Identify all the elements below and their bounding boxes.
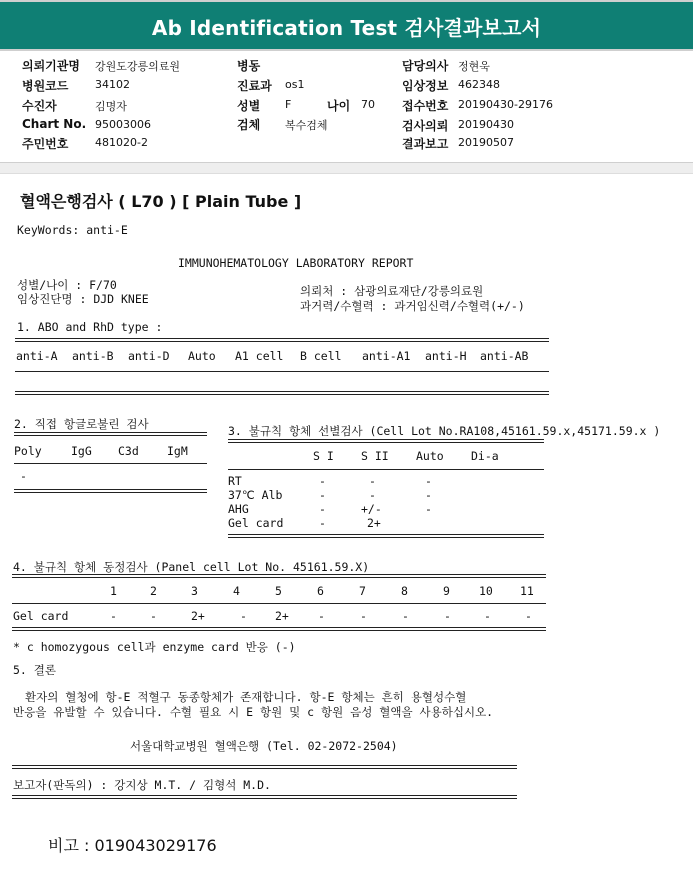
receiver-value: 김명자 — [95, 100, 127, 113]
sec3-cell: - — [425, 474, 432, 488]
chart-value: 95003006 — [95, 118, 151, 131]
sec1-col: A1 cell — [235, 349, 284, 363]
sec1-rule-bottom — [15, 391, 549, 395]
sec1-title: 1. ABO and RhD type : — [17, 320, 163, 334]
sec1-col: Auto — [188, 349, 216, 363]
sec2-title: 2. 직접 항글로불린 검사 — [14, 417, 149, 431]
sec4-col: 1 — [110, 584, 117, 598]
lab-report-title: IMMUNOHEMATOLOGY LABORATORY REPORT — [178, 256, 414, 270]
sec3-cell: - — [319, 502, 326, 516]
sec4-cell: - — [444, 609, 451, 623]
sec3-cell: +/- — [361, 502, 382, 516]
sec4-cell: 2+ — [275, 609, 289, 623]
sec3-col: Di-a — [471, 449, 499, 463]
remark-line: 비고 : 019043029176 — [48, 836, 217, 855]
sec4-cell: - — [240, 609, 247, 623]
sec3-rule-mid — [228, 469, 544, 470]
receiver-label: 수진자 — [22, 99, 57, 113]
report-header-bar — [0, 0, 693, 51]
sec3-row-label: 37℃ Alb — [228, 488, 283, 502]
sec4-col: 8 — [401, 584, 408, 598]
hospital-value: 강원도강릉의료원 — [95, 60, 181, 73]
doctor-label: 담당의사 — [402, 59, 449, 73]
sec4-col: 11 — [520, 584, 534, 598]
sec4-col: 3 — [191, 584, 198, 598]
request-value: 20190430 — [458, 118, 514, 131]
sec1-rule-mid — [15, 371, 549, 372]
age-label: 나이 — [327, 99, 351, 113]
sec4-note: * c homozygous cell과 enzyme card 반응 (-) — [13, 640, 296, 654]
conclusion-line-2: 반응을 유발할 수 있습니다. 수혈 필요 시 E 항원 및 c 항원 음성 혈액을 사용하십시오. — [13, 705, 494, 719]
sec3-row-label: AHG — [228, 502, 249, 516]
sec3-cell: - — [425, 488, 432, 502]
signature-rule-top — [12, 765, 517, 769]
sec3-cell: - — [319, 474, 326, 488]
sec3-col: Auto — [416, 449, 444, 463]
reporter-line: 보고자(판독의) : 강지상 M.T. / 김형석 M.D. — [13, 778, 271, 792]
sec1-col: anti-D — [128, 349, 170, 363]
sec1-col: B cell — [300, 349, 342, 363]
sec3-cell: - — [319, 488, 326, 502]
sec4-col: 4 — [233, 584, 240, 598]
report-date-value: 20190507 — [458, 136, 514, 149]
patient-info — [0, 50, 693, 158]
sec3-cell: - — [369, 488, 376, 502]
specimen-label: 검체 — [237, 118, 261, 132]
sec3-title: 3. 불규칙 항체 선별검사 (Cell Lot No.RA108,45161.59.x,45171.59.x ) — [228, 424, 661, 438]
sec1-col: anti-A — [16, 349, 58, 363]
sec2-col: Poly — [14, 444, 42, 458]
sec4-cell: - — [110, 609, 117, 623]
sec4-rule-bottom — [12, 627, 546, 631]
sec5-title: 5. 결론 — [13, 663, 56, 677]
sec4-cell: - — [318, 609, 325, 623]
clinical-value: 462348 — [458, 78, 500, 91]
sec4-title: 4. 불규칙 항체 동정검사 (Panel cell Lot No. 45161.59.X) — [13, 560, 370, 574]
sec1-col: anti-A1 — [362, 349, 411, 363]
sec4-col: 7 — [359, 584, 366, 598]
sec2-rule-bottom — [14, 489, 207, 493]
report-heading: 혈액은행검사 ( L70 ) [ Plain Tube ] — [20, 192, 302, 211]
sec2-col: C3d — [118, 444, 139, 458]
sec3-row-label: Gel card — [228, 516, 284, 530]
sec4-cell: - — [525, 609, 532, 623]
sec3-col: S I — [313, 449, 334, 463]
ward-label: 병동 — [237, 59, 261, 73]
hospital-label: 의뢰기관명 — [22, 59, 80, 73]
sec2-rule-top — [14, 432, 207, 436]
dept-label: 진료과 — [237, 79, 272, 93]
diagnosis-line: 임상진단명 : DJD KNEE — [17, 292, 149, 306]
code-value: 34102 — [95, 78, 130, 91]
sec2-rule-mid — [14, 463, 207, 464]
sec1-col: anti-H — [425, 349, 467, 363]
request-label: 검사의뢰 — [402, 119, 449, 133]
keywords: KeyWords: anti-E — [17, 223, 128, 237]
sec1-rule-top — [15, 338, 549, 342]
chart-label: Chart No. — [22, 117, 87, 131]
sec4-col: 5 — [275, 584, 282, 598]
resident-label: 주민번호 — [22, 137, 69, 151]
sec3-cell: - — [319, 516, 326, 530]
sec4-cell: - — [360, 609, 367, 623]
sec3-rule-top — [228, 439, 544, 443]
dept-value: os1 — [285, 78, 305, 91]
sec3-row-label: RT — [228, 474, 242, 488]
sec3-cell: - — [369, 474, 376, 488]
sec1-col: anti-AB — [480, 349, 529, 363]
report-title: Ab Identification Test 검사결과보고서 — [151, 16, 542, 40]
report-date-label: 결과보고 — [402, 137, 449, 151]
sec3-col: S II — [361, 449, 389, 463]
sec2-col: IgM — [167, 444, 188, 458]
history-line: 과거력/수혈력 : 과거임신력/수혈력(+/-) — [300, 299, 525, 313]
sex-value: F — [285, 98, 292, 111]
resident-value: 481020-2 — [95, 136, 148, 149]
sec4-col: 10 — [479, 584, 493, 598]
sec4-cell: - — [150, 609, 157, 623]
sec4-rule-top — [12, 574, 546, 578]
age-value: 70 — [361, 98, 375, 111]
requester-line: 의뢰처 : 삼광의료재단/강릉의료원 — [300, 284, 484, 298]
sec4-cell: 2+ — [191, 609, 205, 623]
sec4-row-label: Gel card — [13, 609, 69, 623]
sec3-rule-bottom — [228, 534, 544, 538]
sec4-col: 6 — [317, 584, 324, 598]
signature-rule-bottom — [12, 795, 517, 799]
sec4-rule-mid — [12, 603, 546, 604]
sec4-cell: - — [484, 609, 491, 623]
sec1-col: anti-B — [72, 349, 114, 363]
clinical-label: 임상정보 — [402, 79, 449, 93]
sec3-cell: 2+ — [367, 516, 381, 530]
sec4-col: 9 — [443, 584, 450, 598]
accession-value: 20190430-29176 — [458, 98, 553, 111]
sec4-cell: - — [402, 609, 409, 623]
sex-label: 성별 — [237, 99, 261, 113]
sec3-cell: - — [425, 502, 432, 516]
conclusion-line-1: 환자의 혈청에 항-E 적혈구 동종항체가 존재합니다. 항-E 항체는 흔히 용혈성수혈 — [25, 690, 467, 704]
sec2-value: - — [20, 469, 27, 483]
sec4-col: 2 — [150, 584, 157, 598]
blood-bank-contact: 서울대학교병원 혈액은행 (Tel. 02-2072-2504) — [130, 739, 398, 753]
specimen-value: 복수검체 — [285, 119, 328, 132]
sex-age-line: 성별/나이 : F/70 — [17, 278, 117, 292]
accession-label: 접수번호 — [402, 99, 449, 113]
lab-report-body — [0, 173, 693, 877]
doctor-value: 정현욱 — [458, 60, 490, 73]
sec2-col: IgG — [71, 444, 92, 458]
code-label: 병원코드 — [22, 79, 69, 93]
